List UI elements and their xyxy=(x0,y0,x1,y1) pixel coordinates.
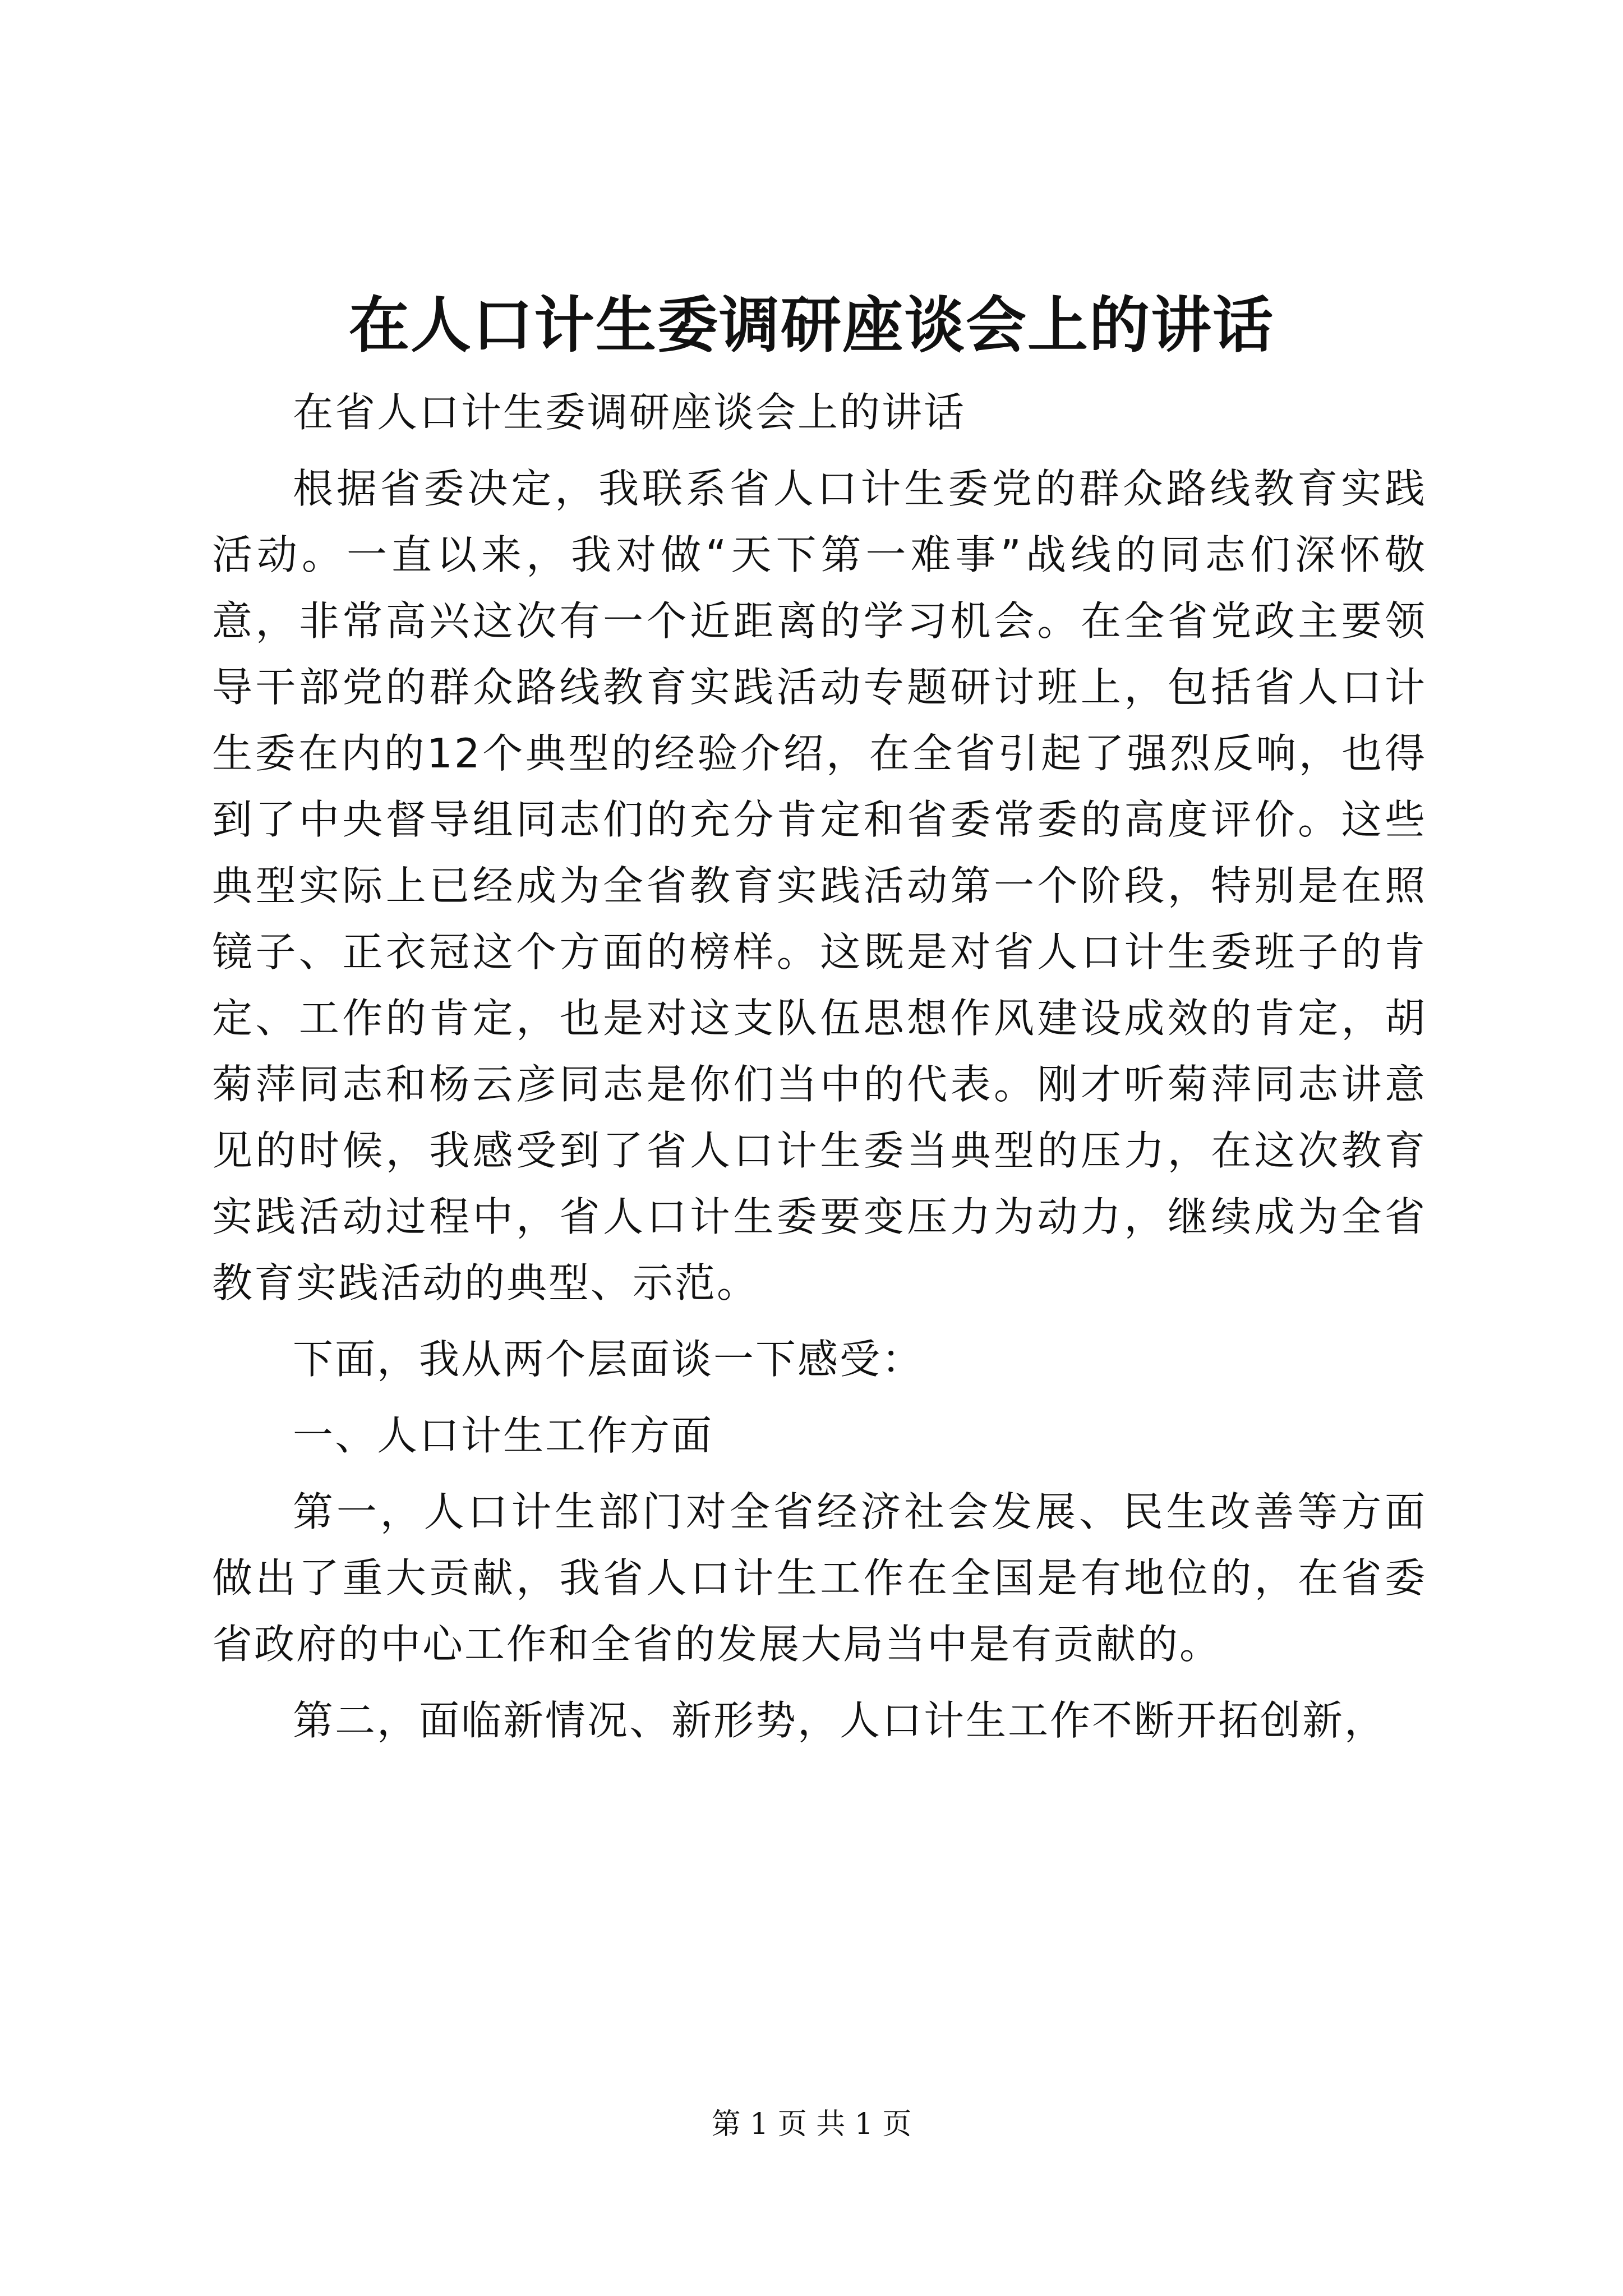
section-heading: 一、人口计生工作方面 xyxy=(293,1412,714,1459)
document-body xyxy=(212,379,1427,1764)
point-one-paragraph: 第一，人口计生部门对全省经济社会发展、民生改善等方面做出了重大贡献，我省人口计生工作在全国是有地位的，在省委省政府的中心工作和全省的发展大局当中是有贡献的。 xyxy=(212,1488,1427,1668)
point-two-paragraph: 第二，面临新情况、新形势，人口计生工作不断开拓创新， xyxy=(293,1697,1387,1744)
intro-paragraph: 根据省委决定，我联系省人口计生委党的群众路线教育实践活动。一直以来，我对做“天下第一难事”战线的同志们深怀敬意，非常高兴这次有一个近距离的学习机会。在全省党政主要领导干部党的群众路线教育实践活动专题研讨班上，包括省人口计生委在内的12个典型的经验介绍，在全省引起了强烈反响，也得到了中央督导组同志们的充分肯定和省委常委的高度评价。这些典型实际上已经成为全省教育实践活动第一个阶段，特别是在照镜子、正衣冠这个方面的榜样。这既是对省人口计生委班子的肯定、工作的肯定，也是对这支队伍思想作风建设成效的肯定，胡菊萍同志和杨云彦同志是你们当中的代表。刚才听菊萍同志讲意见的时候，我感受到了省人口计生委当典型的压力，在这次教育实践活动过程中，省人口计生委要变压力为动力，继续成为全省教育实践活动的典型、示范。 xyxy=(212,465,1427,1306)
subtitle-paragraph: 在省人口计生委调研座谈会上的讲话 xyxy=(293,389,966,436)
document-title: 在人口计生委调研座谈会上的讲话 xyxy=(348,290,1274,361)
transition-paragraph: 下面，我从两个层面谈一下感受： xyxy=(293,1336,924,1383)
page-number-footer: 第 1 页 共 1 页 xyxy=(711,2108,912,2141)
